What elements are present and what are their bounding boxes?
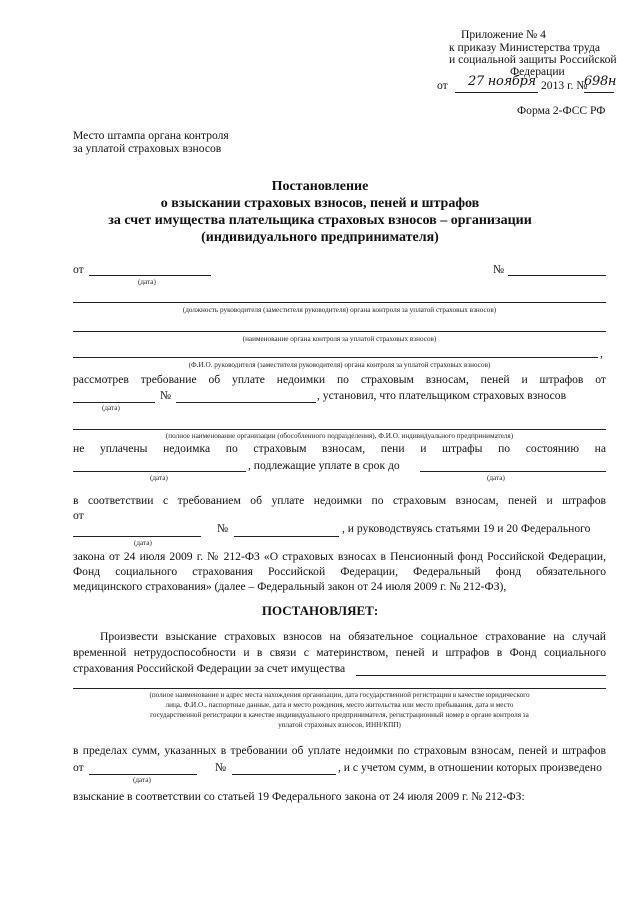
date-caption: (дата) <box>138 278 156 286</box>
stamp-line-1: Место штампа органа контроля <box>73 129 229 142</box>
requirement-date-field[interactable] <box>73 402 155 403</box>
date-field[interactable] <box>89 275 211 276</box>
requirement-number-field[interactable] <box>176 402 316 403</box>
according-number-field[interactable] <box>234 536 339 537</box>
within-date-field[interactable] <box>89 774 197 775</box>
fio-comma: , <box>600 347 603 360</box>
requirement-number-label: № <box>160 389 172 402</box>
number-field[interactable] <box>508 275 606 276</box>
subject-text: , подлежащие уплате в срок до <box>248 459 400 472</box>
address-caption-2: лица, Ф.И.О., паспортные данные, дата и место рождения, место жительства или место пребывания, дата и место <box>165 701 514 709</box>
stamp-line-2: за уплатой страховых взносов <box>73 142 222 155</box>
due-date-field[interactable] <box>420 471 606 472</box>
position-field[interactable] <box>73 302 606 303</box>
appendix-label: Приложение № 4 <box>461 28 546 41</box>
state-date-caption: (дата) <box>150 474 168 482</box>
within-date-caption: (дата) <box>133 776 151 784</box>
order-line-2: и социальной защиты Российской <box>449 53 617 66</box>
order-line-1: к приказу Министерства труда <box>449 41 600 54</box>
fio-field[interactable] <box>73 357 598 358</box>
address-caption-1: (полное наименование и адрес места нахождения организации, дата государственной регистрации в качестве юридического <box>149 691 530 699</box>
document-title: Постановление <box>271 179 369 194</box>
order-number-line <box>584 92 614 93</box>
document-subtitle-3: (индивидуального предпринимателя) <box>201 230 439 245</box>
number-label: № <box>493 263 505 276</box>
order-year: 2013 г. № <box>541 79 588 92</box>
address-caption-4: уплатой страховых взносов, ИНН/КПП) <box>278 721 401 729</box>
body-name-caption: (наименование органа контроля за уплатой страховых взносов) <box>242 335 437 343</box>
considered-text: рассмотрев требование об уплате недоимки по страховым взносам, пеней и штрафов от <box>73 373 606 386</box>
collect-line-3: страхования Российской Федерации за счет имущества <box>73 662 346 675</box>
according-date-caption: (дата) <box>134 539 152 547</box>
within-text: в пределах сумм, указанных в требовании об уплате недоимки по страховым взносам, пеней и штрафов <box>73 744 606 757</box>
final-text: взыскание в соответствии со статьей 19 Федерального закона от 24 июля 2009 г. № 212-ФЗ: <box>73 790 525 803</box>
date-ot-label: от <box>73 263 84 276</box>
order-number-handwritten: 698н <box>584 74 617 89</box>
law-line-2: Фонд социального страхования Российской Федерации, Федеральный фонд обязательного <box>73 565 606 578</box>
collect-line-2: временной нетрудоспособности и в связи с материнством, пеней и штрафов в Фонд социального <box>73 646 606 659</box>
within-number-label: № <box>215 761 227 774</box>
body-name-field[interactable] <box>73 331 606 332</box>
document-subtitle-2: за счет имущества плательщика страховых взносов – организации <box>108 213 532 228</box>
due-date-caption: (дата) <box>487 474 505 482</box>
law-line-3: медицинского страхования» (далее – Федеральный закон от 24 июля 2009 г. № 212-ФЗ), <box>73 580 507 593</box>
guided-text: , и руководствуясь статьями 19 и 20 Федерального <box>342 522 591 535</box>
position-caption: (должность руководителя (заместителя руководителя) органа контроля за уплатой страховых взносов) <box>182 306 497 314</box>
according-text: в соответствии с требованием об уплате недоимки по страховым взносам, пеней и штрафов <box>73 494 606 507</box>
within-ot: от <box>73 761 84 774</box>
state-date-field[interactable] <box>73 471 246 472</box>
property-field[interactable] <box>356 675 606 676</box>
considering-text: , и с учетом сумм, в отношении которых произведено <box>338 761 602 774</box>
form-label: Форма 2-ФСС РФ <box>517 104 606 117</box>
established-text: , установил, что плательщиком страховых взносов <box>317 389 567 402</box>
law-line-1: закона от 24 июля 2009 г. № 212-ФЗ «О страховых взносах в Пенсионный фонд Российской Федерации, <box>73 550 606 563</box>
decrees-heading: ПОСТАНОВЛЯЕТ: <box>261 603 379 618</box>
according-number-label: № <box>217 522 229 535</box>
document-subtitle-1: о взыскании страховых взносов, пеней и штрафов <box>160 196 480 211</box>
order-date-handwritten: 27 ноября <box>468 74 536 89</box>
within-number-field[interactable] <box>232 774 336 775</box>
address-caption-3: государственной регистрации в качестве индивидуального предпринимателя, регистрационный номер в органе контроля за <box>150 711 529 719</box>
according-date-field[interactable] <box>73 536 201 537</box>
org-name-caption: (полное наименование организации (обособленного подразделения), Ф.И.О. индивидуального предпринимателя) <box>165 432 514 440</box>
order-ot: от <box>437 79 448 92</box>
address-field[interactable] <box>73 688 606 689</box>
fio-caption: (Ф.И.О. руководителя (заместителя руководителя) органа контроля за уплатой страховых взносов) <box>188 361 491 369</box>
not-paid-text: не уплачены недоимка по страховым взносам, пени и штрафы по состоянию на <box>73 442 606 455</box>
order-date-line <box>455 92 538 93</box>
according-ot: от <box>73 509 84 522</box>
collect-line-1: Произвести взыскание страховых взносов на обязательное социальное страхование на случай <box>100 630 606 643</box>
org-name-field[interactable] <box>73 429 606 430</box>
order-line-3: Федерации <box>510 65 565 78</box>
requirement-date-caption: (дата) <box>102 404 120 412</box>
